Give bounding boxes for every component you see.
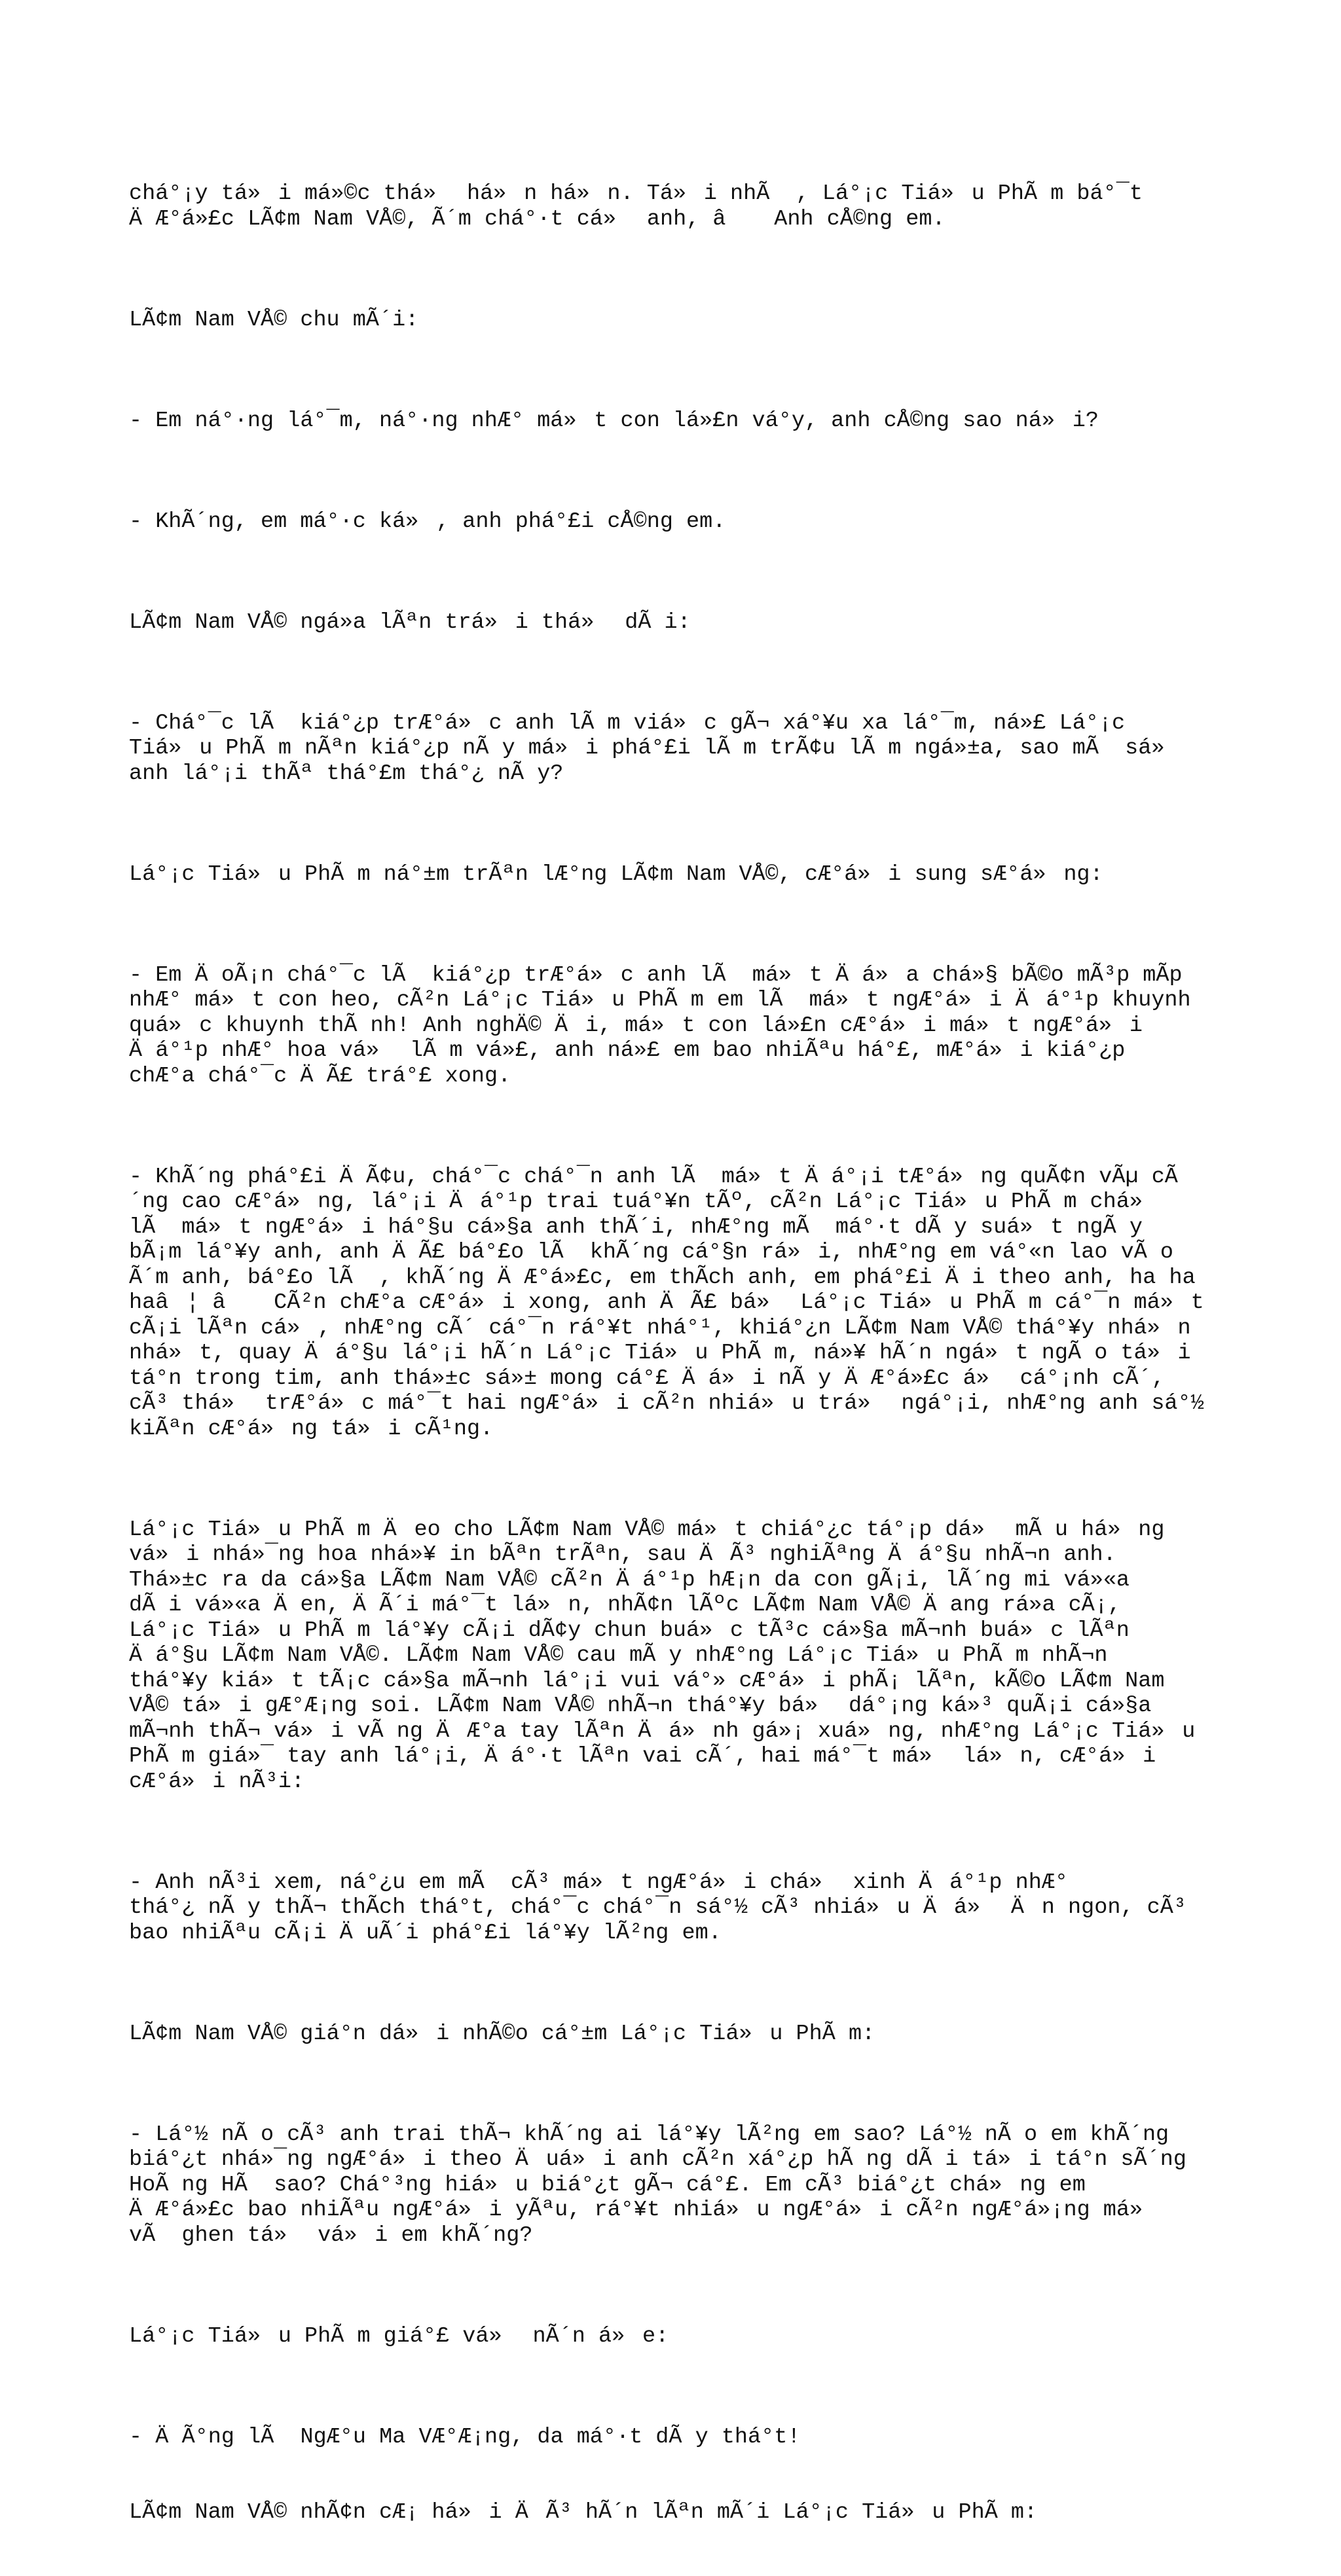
paragraph-7: Lá°¡c Tiá»u PhÃ m ná°±m trÃªn lÆ°ng LÃ¢m Nam VÅ©, cÆ°á»i sung sÆ°á»ng:: [129, 862, 1103, 887]
paragraph-2: LÃ¢m Nam VÅ© chu mÃ´i:: [129, 307, 419, 333]
paragraph-8: - Em ÄoÃ¡n chá°¯c lÃ kiá°¿p trÆ°á»c anh lÃ má»t Äá»a chá»§ bÃ©o mÃ³p mÃp nhÆ° má»t con heo, cÃ²n Lá°¡c Tiá»u PhÃ m em lÃ má»t ngÆ°á»i Äá°¹p khuynh quá»c khuynh thÃ nh! Anh nghÄ© Äi, má»t con lá»£n cÆ°á»i má»t ngÆ°á»i Äá°¹p nhÆ° hoa vá» lÃ m vá»£, anh ná»£ em bao nhiÃªu há°£, mÆ°á»i kiá°¿p chÆ°a chá°¯c ÄÃ£ trá°£ xong.: [129, 962, 1191, 1089]
paragraph-3: - Em ná°·ng lá°¯m, ná°·ng nhÆ° má»t con lá»£n vá°y, anh cÅ©ng sao ná»i?: [129, 408, 1099, 433]
paragraph-4: - KhÃ´ng, em má°·c ká», anh phá°£i cÅ©ng em.: [129, 509, 726, 534]
paragraph-6: - Chá°¯c lÃ kiá°¿p trÆ°á»c anh lÃ m viá»c gÃ¬ xá°¥u xa lá°¯m, ná»£ Lá°¡c Tiá»u PhÃ m nÃªn kiá°¿p nÃ y má»i phá°£i lÃ m trÃ¢u lÃ m ngá»±a, sao mÃ sá» anh lá°¡i thÃª thá°£m thá°¿ nÃ y?: [129, 710, 1183, 786]
paragraph-11: - Anh nÃ³i xem, ná°¿u em mÃ cÃ³ má»t ngÆ°á»i chá» xinh Äá°¹p nhÆ° thá°¿ nÃ y thÃ¬ thÃch thá°t, chá°¯c chá°¯n sá°½ cÃ³ nhiá»u Äá» Än ngon, cÃ³ bao nhiÃªu cÃ¡i ÄuÃ´i phá°£i lá°¥y lÃ²ng em.: [129, 1870, 1186, 1946]
paragraph-10: Lá°¡c Tiá»u PhÃ m Äeo cho LÃ¢m Nam VÅ© má»t chiá°¿c tá°¡p dá» mÃ u há»ng vá»i nhá»¯ng hoa nhá»¥ in bÃªn trÃªn, sau ÄÃ³ nghiÃªng Äá°§u nhÃ¬n anh. Thá»±c ra da cá»§a LÃ¢m Nam VÅ© cÃ²n Äá°¹p hÆ¡n da con gÃ¡i, lÃ´ng mi vá»«a dÃ i vá»«a Äen, ÄÃ´i má°¯t lá»n, nhÃ¢n lÃºc LÃ¢m Nam VÅ© Äang rá»a cÃ¡, Lá°¡c Tiá»u PhÃ m lá°¥y cÃ¡i dÃ¢y chun buá»c tÃ³c cá»§a mÃ¬nh buá»c lÃªn Äá°§u LÃ¢m Nam VÅ©. LÃ¢m Nam VÅ© cau mÃ y nhÆ°ng Lá°¡c Tiá»u PhÃ m nhÃ¬n thá°¥y kiá»t tÃ¡c cá»§a mÃ¬nh lá°¡i vui vá°» cÆ°á»i phÃ¡ lÃªn, kÃ©o LÃ¢m Nam VÅ© tá»i gÆ°Æ¡ng soi. LÃ¢m Nam VÅ© nhÃ¬n thá°¥y bá» dá°¡ng ká»³ quÃ¡i cá»§a mÃ¬nh thÃ¬ vá»i vÃ ng ÄÆ°a tay lÃªn Äá»nh gá»¡ xuá»ng, nhÆ°ng Lá°¡c Tiá»u PhÃ m giá»¯ tay anh lá°¡i, Äá°·t lÃªn vai cÃ´, hai má°¯t má» lá»n, cÆ°á»i cÆ°á»i nÃ³i:: [129, 1517, 1196, 1794]
document-body: [129, 131, 1216, 2576]
final-line-2: LÃ¢m Nam VÅ© nhÃ¢n cÆ¡ há»i ÄÃ³ hÃ´n lÃªn mÃ´i Lá°¡c Tiá»u PhÃ m:: [129, 2500, 1038, 2525]
final-line-1: - ÄÃ°ng lÃ NgÆ°u Ma VÆ°Æ¡ng, da má°·t dÃ y thá°t!: [129, 2424, 801, 2450]
paragraph-5: LÃ¢m Nam VÅ© ngá»a lÃªn trá»i thá» dÃ i:: [129, 609, 691, 635]
paragraph-1: chá°¡y tá»i má»©c thá» há»n há»n. Tá»i nhÃ , Lá°¡c Tiá»u PhÃ m bá°¯t ÄÆ°á»£c LÃ¢m Nam VÅ©, Ã´m chá°·t cá» anh, â Anh cÅ©ng em.: [129, 181, 1143, 232]
paragraph-12: LÃ¢m Nam VÅ© giá°n dá»i nhÃ©o cá°±m Lá°¡c Tiá»u PhÃ m:: [129, 2021, 875, 2046]
paragraph-13: - Lá°½ nÃ o cÃ³ anh trai thÃ¬ khÃ´ng ai lá°¥y lÃ²ng em sao? Lá°½ nÃ o em khÃ´ng biá°¿t nhá»¯ng ngÆ°á»i theo Äuá»i anh cÃ²n xá°¿p hÃ ng dÃ i tá»i tá°n sÃ´ng HoÃ ng HÃ sao? Chá°³ng hiá»u biá°¿t gÃ¬ cá°£. Em cÃ³ biá°¿t chá»ng em ÄÆ°á»£c bao nhiÃªu ngÆ°á»i yÃªu, rá°¥t nhiá»u ngÆ°á»i cÃ²n ngÆ°á»¡ng má» vÃ ghen tá» vá»i em khÃ´ng?: [129, 2122, 1186, 2248]
paragraph-14: Lá°¡c Tiá»u PhÃ m giá°£ vá» nÃ´n á»e:: [129, 2323, 669, 2349]
paragraph-9: - KhÃ´ng phá°£i ÄÃ¢u, chá°¯c chá°¯n anh lÃ má»t Äá°¡i tÆ°á»ng quÃ¢n vÃµ cÃ ´ng cao cÆ°á»ng, lá°¡i Äá°¹p trai tuá°¥n tÃº, cÃ²n Lá°¡c Tiá»u PhÃ m chá» lÃ má»t ngÆ°á»i há°§u cá»§a anh thÃ´i, nhÆ°ng mÃ má°·t dÃ y suá»t ngÃ y bÃ¡m lá°¥y anh, anh ÄÃ£ bá°£o lÃ khÃ´ng cá°§n rá»i, nhÆ°ng em vá°«n lao vÃ o Ã´m anh, bá°£o lÃ , khÃ´ng ÄÆ°á»£c, em thÃch anh, em phá°£i Äi theo anh, ha ha haâ¦ â CÃ²n chÆ°a cÆ°á»i xong, anh ÄÃ£ bá» Lá°¡c Tiá»u PhÃ m cá°¯n má»t cÃ¡i lÃªn cá», nhÆ°ng cÃ´ cá°¯n rá°¥t nhá°¹, khiá°¿n LÃ¢m Nam VÅ© thá°¥y nhá»n nhá»t, quay Äá°§u lá°¡i hÃ´n Lá°¡c Tiá»u PhÃ m, ná»¥ hÃ´n ngá»t ngÃ o tá»i tá°n trong tim, anh thá»±c sá»± mong cá°£ Äá»i nÃ y ÄÆ°á»£c á» cá°¡nh cÃ´, cÃ³ thá» trÆ°á»c má°¯t hai ngÆ°á»i cÃ²n nhiá»u trá» ngá°¡i, nhÆ°ng anh sá°½ kiÃªn cÆ°á»ng tá»i cÃ¹ng.: [129, 1164, 1204, 1442]
